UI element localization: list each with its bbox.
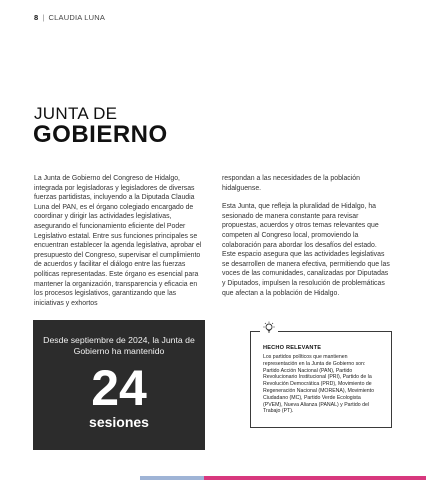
page-number: 8: [34, 13, 39, 22]
running-header: [34, 13, 105, 22]
bottom-accent-bar: [140, 476, 426, 480]
right-paragraph-2: Esta Junta, que refleja la pluralidad de Hidalgo, ha sesionado de manera constante para revisar propuestas, acuerdos y otros temas relevantes que competen al Congreso local, promoviendo la colaboración para abordar los desafíos del estado. Este espacio asegura que las actividades legislativas se desarrollen de manera efectiva, permitiendo que las voces de las comunidades, canalizadas por Diputadas y Diputados, impulsen la resolución de problemáticas que afectan a la población de Hidalgo.: [222, 203, 390, 297]
running-title: CLAUDIA LUNA: [48, 13, 106, 22]
right-column: [222, 174, 392, 298]
sessions-stat-box: [33, 320, 205, 450]
left-column: [34, 174, 204, 308]
fact-text: Los partidos políticos que mantienen representación en la Junta de Gobierno son: Partido Acción Nacional (PAN), Partido Revolucionario Institucional (PRI), Partido de la Revolución Democrática (PRD), Movimiento de Regeneración Nacional (MORENA), Movimiento Ciudadano (MC), Partido Verde Ecologista (PVEM), Nueva Alianza (PANAL) y Partido del Trabajo (PT).: [263, 354, 374, 415]
section-title-line2: GOBIERNO: [33, 121, 168, 148]
left-paragraph: La Junta de Gobierno del Congreso de Hidalgo, integrada por legisladoras y legisladores de diversas fuerzas partidistas, incluyendo a la Diputada Claudia Luna del PAN, es el órgano colegiado encargado de coordinar y dirigir las actividades legislativas, asegurando el funcionamiento eficiente del Poder Legislativo estatal. Entre sus funciones principales se encuentran establecer la agenda legislativa, aprobar el presupuesto del Congreso, supervisar el cumplimiento de acuerdos y facilitar el diálogo entre las fuerzas políticas representadas. Este órgano es esencial para mantener la organización, transparencia y eficacia en los procesos legislativos, garantizando que las iniciativas y exhortos: [34, 175, 202, 307]
accent-bar-blue: [140, 476, 204, 480]
header-separator: |: [42, 13, 45, 22]
accent-bar-pink: [204, 476, 426, 480]
right-paragraph-1: respondan a las necesidades de la población hidalguense.: [222, 175, 360, 192]
stat-unit: sesiones: [89, 414, 149, 430]
lightbulb-icon: [260, 320, 278, 336]
fact-box: [250, 331, 392, 428]
section-title-line1: JUNTA DE: [34, 104, 118, 123]
stat-number: 24: [91, 360, 147, 416]
fact-title: HECHO RELEVANTE: [263, 345, 322, 351]
lightbulb-icon-svg: [262, 321, 276, 335]
stat-intro: Desde septiembre de 2024, la Junta de Gobierno ha mantenido: [43, 335, 195, 356]
